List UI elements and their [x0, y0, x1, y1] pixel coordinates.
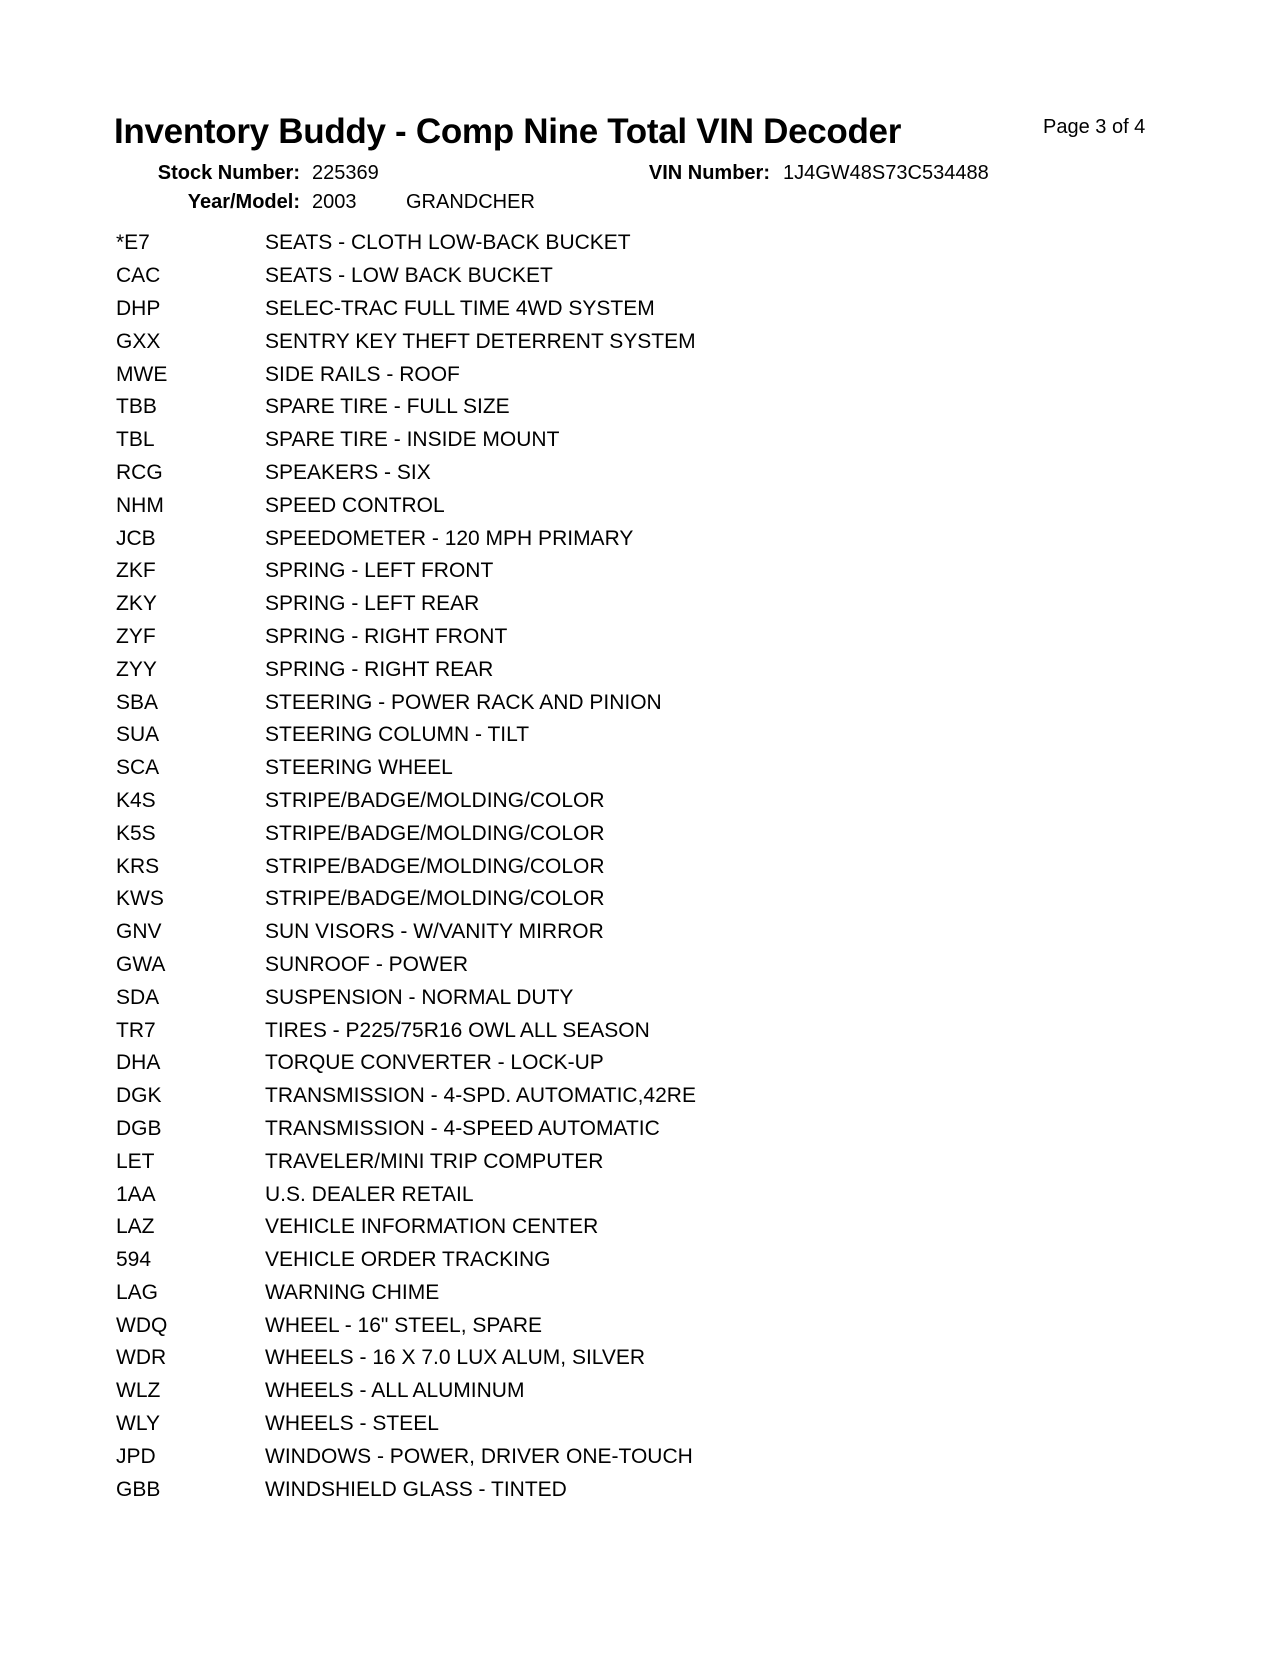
- vin-number-value: 1J4GW48S73C534488: [783, 162, 989, 184]
- option-description: TRANSMISSION - 4-SPD. AUTOMATIC,42RE: [265, 1084, 696, 1108]
- option-code: KRS: [116, 854, 160, 878]
- option-description: SEATS - LOW BACK BUCKET: [265, 264, 553, 288]
- option-row: [116, 1080, 916, 1113]
- option-row: [116, 1309, 916, 1342]
- option-code: JCB: [116, 526, 156, 550]
- option-row: [116, 949, 916, 982]
- option-description: SPRING - LEFT REAR: [265, 592, 480, 616]
- year-model-label: Year/Model:: [187, 191, 300, 213]
- option-description: U.S. DEALER RETAIL: [265, 1182, 474, 1206]
- option-row: [116, 686, 916, 719]
- option-row: [116, 1014, 916, 1047]
- option-row: [116, 325, 916, 358]
- option-code: WDQ: [116, 1313, 168, 1337]
- option-row: [116, 653, 916, 686]
- option-row: [116, 588, 916, 621]
- option-description: SPARE TIRE - INSIDE MOUNT: [265, 428, 560, 452]
- option-row: [116, 1375, 916, 1408]
- option-code: ZYF: [116, 624, 156, 648]
- option-row: [116, 522, 916, 555]
- option-row: [116, 916, 916, 949]
- option-description: SELEC-TRAC FULL TIME 4WD SYSTEM: [265, 296, 655, 320]
- option-code: CAC: [116, 264, 161, 288]
- option-row: [116, 457, 916, 490]
- option-code: SDA: [116, 985, 160, 1009]
- option-description: VEHICLE ORDER TRACKING: [265, 1248, 551, 1272]
- option-description: WINDOWS - POWER, DRIVER ONE-TOUCH: [265, 1444, 693, 1468]
- option-description: STEERING WHEEL: [265, 756, 453, 780]
- option-description: TRAVELER/MINI TRIP COMPUTER: [265, 1149, 604, 1173]
- option-description: TIRES - P225/75R16 OWL ALL SEASON: [265, 1018, 650, 1042]
- option-row: [116, 1047, 916, 1080]
- option-row: [116, 1244, 916, 1277]
- option-row: [116, 391, 916, 424]
- option-description: SPRING - RIGHT FRONT: [265, 624, 508, 648]
- stock-number-label: Stock Number:: [157, 162, 300, 184]
- option-code: WLY: [116, 1412, 160, 1436]
- option-code: LET: [116, 1149, 155, 1173]
- option-code: DGK: [116, 1084, 162, 1108]
- option-row: [116, 293, 916, 326]
- option-row: [116, 1178, 916, 1211]
- option-description: STRIPE/BADGE/MOLDING/COLOR: [265, 854, 605, 878]
- option-description: SPEAKERS - SIX: [265, 460, 431, 484]
- report-title: Inventory Buddy - Comp Nine Total VIN Decoder: [114, 112, 902, 151]
- option-description: WHEELS - 16 X 7.0 LUX ALUM, SILVER: [265, 1346, 646, 1370]
- option-row: [116, 981, 916, 1014]
- option-code: GBB: [116, 1477, 161, 1501]
- option-description: SPRING - LEFT FRONT: [265, 559, 494, 583]
- option-description: SENTRY KEY THEFT DETERRENT SYSTEM: [265, 329, 696, 353]
- option-row: [116, 555, 916, 588]
- option-row: [116, 850, 916, 883]
- option-code: MWE: [116, 362, 168, 386]
- stock-number-value: 225369: [312, 162, 379, 184]
- option-description: STRIPE/BADGE/MOLDING/COLOR: [265, 887, 605, 911]
- option-code: 1AA: [116, 1182, 156, 1206]
- option-row: [116, 1440, 916, 1473]
- option-code: JPD: [116, 1444, 156, 1468]
- option-description: WHEELS - ALL ALUMINUM: [265, 1379, 525, 1403]
- option-description: STRIPE/BADGE/MOLDING/COLOR: [265, 821, 605, 845]
- option-row: [116, 1473, 916, 1506]
- option-code: SUA: [116, 723, 160, 747]
- option-code: K4S: [116, 788, 156, 812]
- option-code: TR7: [116, 1018, 156, 1042]
- option-row: [116, 752, 916, 785]
- option-code: WDR: [116, 1346, 167, 1370]
- option-code: SCA: [116, 756, 160, 780]
- option-code: DGB: [116, 1116, 162, 1140]
- option-code: LAZ: [116, 1215, 155, 1239]
- option-row: [116, 1113, 916, 1146]
- option-description: TORQUE CONVERTER - LOCK-UP: [265, 1051, 604, 1075]
- option-row: [116, 621, 916, 654]
- option-code: GWA: [116, 952, 166, 976]
- option-description: VEHICLE INFORMATION CENTER: [265, 1215, 599, 1239]
- model-value: GRANDCHER: [406, 191, 535, 213]
- option-description: SUSPENSION - NORMAL DUTY: [265, 985, 574, 1009]
- vin-number-label: VIN Number:: [648, 162, 770, 184]
- option-code: NHM: [116, 493, 164, 517]
- option-row: [116, 227, 916, 260]
- option-row: [116, 1145, 916, 1178]
- option-row: [116, 260, 916, 293]
- option-description: SPRING - RIGHT REAR: [265, 657, 494, 681]
- option-code: RCG: [116, 460, 163, 484]
- year-value: 2003: [312, 191, 357, 213]
- option-row: [116, 883, 916, 916]
- option-description: SIDE RAILS - ROOF: [265, 362, 460, 386]
- option-description: SPARE TIRE - FULL SIZE: [265, 395, 510, 419]
- option-code: GNV: [116, 920, 162, 944]
- option-description: WHEELS - STEEL: [265, 1412, 439, 1436]
- option-description: STEERING COLUMN - TILT: [265, 723, 530, 747]
- option-code: SBA: [116, 690, 159, 714]
- option-code: LAG: [116, 1280, 159, 1304]
- option-code: K5S: [116, 821, 156, 845]
- option-code: GXX: [116, 329, 161, 353]
- option-code: KWS: [116, 887, 164, 911]
- option-description: SUNROOF - POWER: [265, 952, 468, 976]
- option-description: TRANSMISSION - 4-SPEED AUTOMATIC: [265, 1116, 660, 1140]
- option-description: WINDSHIELD GLASS - TINTED: [265, 1477, 567, 1501]
- option-description: SPEED CONTROL: [265, 493, 445, 517]
- option-code: ZYY: [116, 657, 157, 681]
- option-code: 594: [116, 1248, 152, 1272]
- option-row: [116, 489, 916, 522]
- option-row: [116, 424, 916, 457]
- option-description: SPEEDOMETER - 120 MPH PRIMARY: [265, 526, 634, 550]
- option-description: STEERING - POWER RACK AND PINION: [265, 690, 662, 714]
- option-code: *E7: [116, 231, 150, 255]
- option-row: [116, 719, 916, 752]
- option-row: [116, 817, 916, 850]
- option-row: [116, 785, 916, 818]
- option-code: TBL: [116, 428, 155, 452]
- option-description: WHEEL - 16" STEEL, SPARE: [265, 1313, 543, 1337]
- option-row: [116, 358, 916, 391]
- option-description: STRIPE/BADGE/MOLDING/COLOR: [265, 788, 605, 812]
- option-code-list: [116, 227, 916, 1506]
- option-code: DHA: [116, 1051, 161, 1075]
- option-description: SUN VISORS - W/VANITY MIRROR: [265, 920, 604, 944]
- option-code: WLZ: [116, 1379, 161, 1403]
- option-code: ZKF: [116, 559, 156, 583]
- option-row: [116, 1342, 916, 1375]
- option-code: TBB: [116, 395, 157, 419]
- page-indicator: Page 3 of 4: [1043, 116, 1146, 138]
- option-description: SEATS - CLOTH LOW-BACK BUCKET: [265, 231, 631, 255]
- option-row: [116, 1211, 916, 1244]
- option-row: [116, 1408, 916, 1441]
- option-description: WARNING CHIME: [265, 1280, 440, 1304]
- option-row: [116, 1277, 916, 1310]
- option-code: DHP: [116, 296, 161, 320]
- option-code: ZKY: [116, 592, 157, 616]
